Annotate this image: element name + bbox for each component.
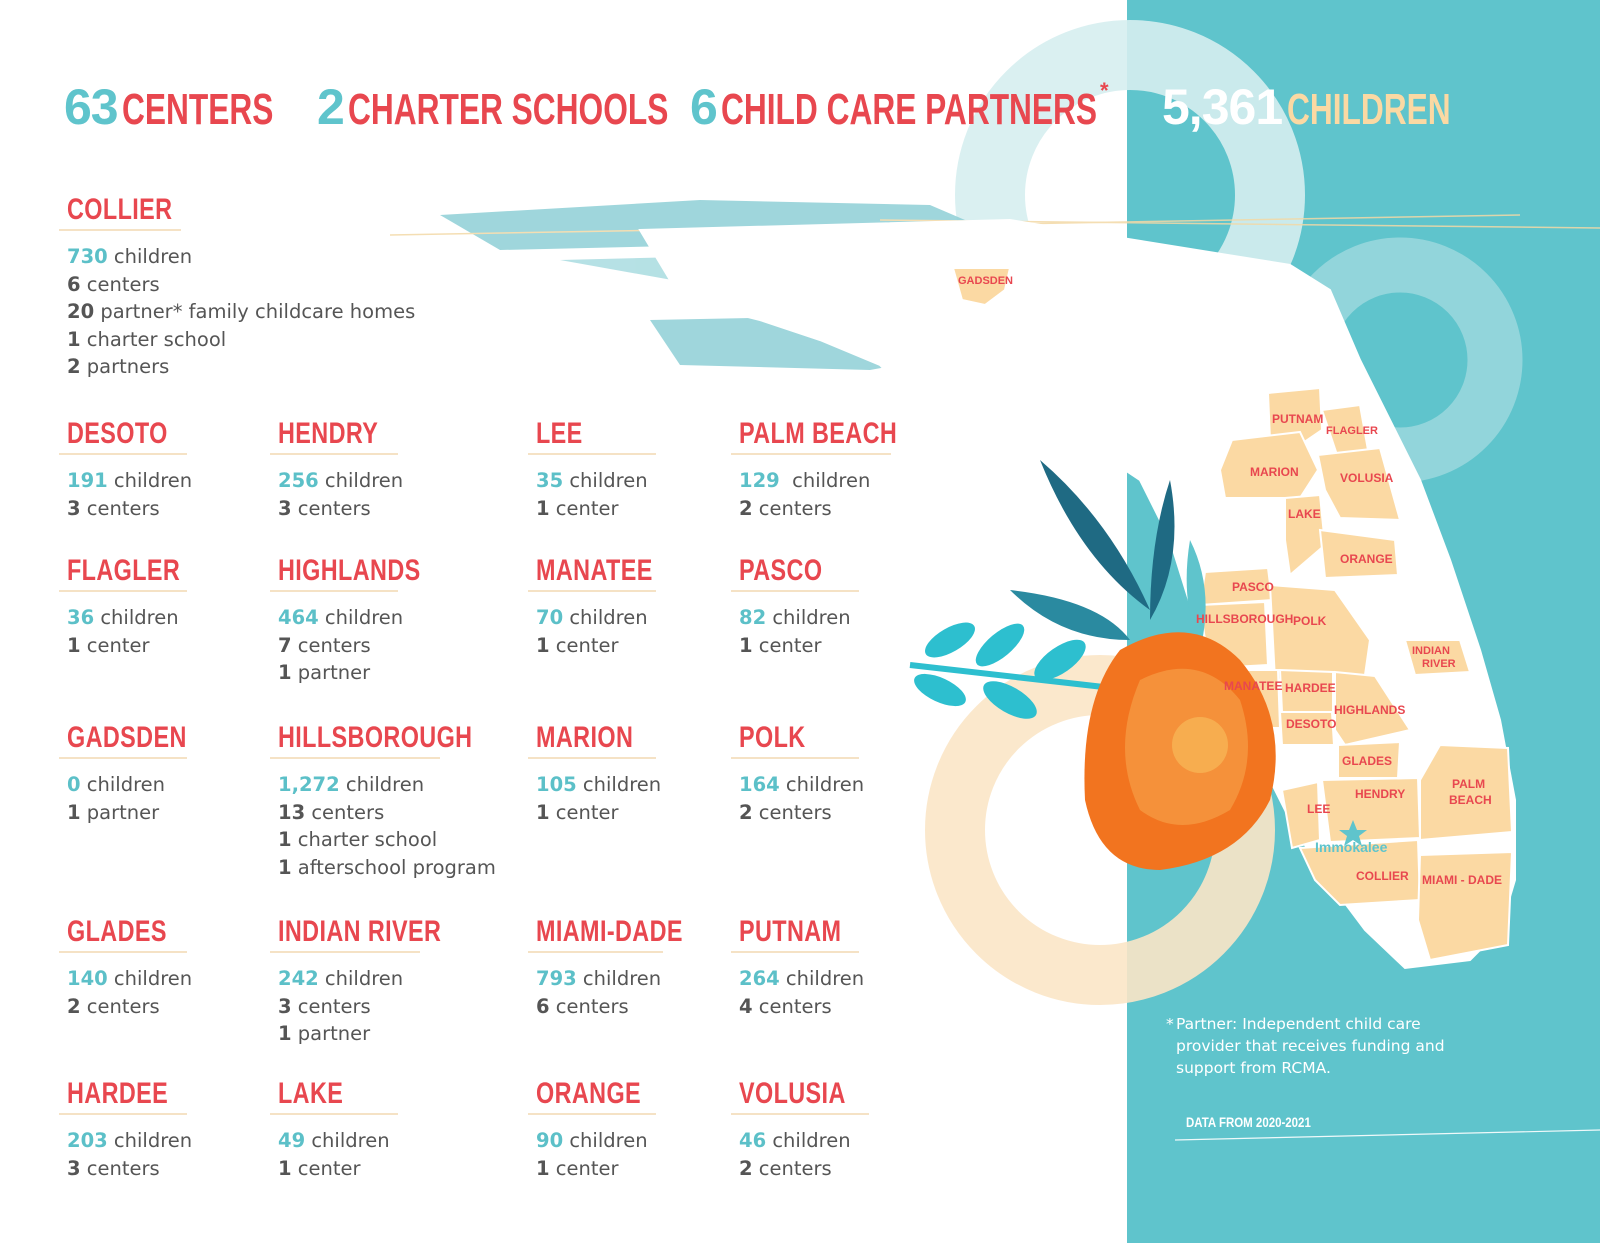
county-stat-text: afterschool program [291,855,496,879]
county-stat-text: children [318,469,404,492]
county-stat-number: 2 [739,800,753,824]
map-label-collier: COLLIER [1356,869,1409,883]
county-stat-number: 82 [739,606,767,629]
county-name: VOLUSIA [739,1077,846,1110]
county-name: POLK [739,721,806,754]
map-label-gadsden: GADSDEN [958,275,1014,287]
county-stat-text: children [107,469,193,492]
county-stat-text: partner [291,661,371,684]
county-name: MANATEE [536,554,653,587]
county-stat-number: 20 [67,300,95,323]
county-stat-text: children [107,1129,193,1152]
county-stat-text: centers [291,633,371,657]
county-stat-text: partner* family childcare homes [94,300,416,323]
county-name: PUTNAM [739,915,842,948]
county-stat-number: 1 [536,1156,550,1180]
county-stat-text: children [779,773,865,796]
map-label-miami-dade: MIAMI - DADE [1422,873,1502,887]
county-stat-number: 191 [67,469,108,492]
partner-footnote [1166,1013,1466,1079]
stat-charter-label: CHARTER SCHOOLS [348,85,669,134]
county-stat-text: children [107,967,193,990]
map-label-hendry: HENDRY [1355,787,1406,801]
county-stat-text: centers [752,994,832,1018]
county-stat-text: centers [291,496,371,520]
county-stat-text: centers [549,994,629,1018]
county-stat-text: children [107,245,193,268]
county-stat-number: 49 [278,1129,306,1152]
county-stat-text: children [576,773,662,796]
county-stat-number: 46 [739,1129,767,1152]
county-stat-number: 1 [278,855,292,879]
county-stat-text: children [779,469,871,492]
county-stat-number: 2 [67,355,81,378]
county-name: FLAGLER [67,554,181,587]
stat-children-number: 5,361 [1162,79,1283,135]
county-stat-text: children [563,469,648,492]
county-name: INDIAN RIVER [278,915,442,948]
footnote-text: Partner: Independent child care provider that receives funding and support from RCMA. [1176,1015,1445,1077]
county-stat-number: 3 [278,994,292,1018]
county-stat-text: children [766,1129,851,1152]
county-name: ORANGE [536,1077,642,1110]
county-stat-number: 6 [67,272,81,296]
county-stat-text: center [549,800,619,824]
stat-charter-number: 2 [317,79,344,135]
county-stat-number: 1 [67,633,81,657]
county-stat-text: centers [752,496,832,520]
county-stat-number: 129 [739,469,780,492]
map-label-indian-river-2: RIVER [1422,658,1456,670]
county-stat-number: 1 [739,633,753,657]
county-stat-text: centers [752,800,832,824]
county-stat-number: 2 [67,994,81,1018]
county-stat-text: children [576,967,662,990]
county-stat-text: centers [752,1156,832,1180]
stat-centers-label: CENTERS [122,85,274,134]
county-stat-number: 1 [67,800,81,824]
county-stat-number: 2 [739,496,753,520]
county-stat-number: 1 [536,496,550,520]
map-label-manatee: MANATEE [1224,679,1283,693]
county-stat-text: centers [80,496,160,520]
county-stat-text: centers [305,800,385,824]
county-stat-text: center [291,1156,361,1180]
county-stat-number: 3 [278,496,292,520]
county-stat-number: 36 [67,606,95,629]
county-stat-number: 1 [278,661,292,684]
map-label-hillsborough: HILLSBOROUGH [1196,612,1294,626]
county-stat-number: 6 [536,994,550,1018]
map-label-marion: MARION [1250,465,1299,479]
county-stat-number: 70 [536,606,564,629]
stat-centers-number: 63 [64,79,118,135]
county-stat-text: centers [80,1156,160,1180]
map-label-orange: ORANGE [1340,552,1393,566]
county-stat-number: 3 [67,1156,81,1180]
map-label-polk: POLK [1293,614,1327,628]
county-stat-text: center [549,633,619,657]
county-stat-number: 4 [739,994,753,1018]
county-stat-number: 1 [278,1022,292,1045]
county-name: LEE [536,417,583,450]
map-label-pasco: PASCO [1232,580,1274,594]
county-stat-text: centers [291,994,371,1018]
map-label-indian-river-1: INDIAN [1412,645,1450,657]
county-stat-text: center [549,496,619,520]
county-stat-number: 242 [278,967,319,990]
stat-partners-label: CHILD CARE PARTNERS [721,85,1098,134]
county-stat-number: 105 [536,773,577,796]
stat-partners-asterisk: * [1100,78,1109,103]
county-stat-text: children [339,773,425,796]
county-stat-number: 264 [739,967,780,990]
county-stat-text: children [779,967,865,990]
map-label-lee: LEE [1307,802,1331,816]
county-stat-number: 0 [67,773,81,796]
county-stat-number: 164 [739,773,780,796]
map-label-highlands: HIGHLANDS [1334,703,1406,717]
county-stat-number: 793 [536,967,577,990]
map-label-palm-beach-1: PALM [1452,777,1486,791]
county-stat-text: children [80,773,166,796]
county-stat-number: 140 [67,967,108,990]
county-stat-text: centers [80,994,160,1018]
county-name: HILLSBOROUGH [278,721,473,754]
county-stat-text: children [563,1129,648,1152]
county-stat-text: charter school [291,828,438,851]
county-name: COLLIER [67,193,173,226]
county-stat-text: children [94,606,179,629]
county-stat-number: 1 [278,1156,292,1180]
county-stat-text: children [318,967,404,990]
county-name: PASCO [739,554,823,587]
map-label-glades: GLADES [1342,754,1393,768]
map-label-flagler: FLAGLER [1326,425,1378,437]
map-label-lake: LAKE [1288,507,1321,521]
map-label-putnam: PUTNAM [1272,412,1324,426]
county-name: HARDEE [67,1077,169,1110]
county-stat-number: 1 [278,828,292,851]
county-stat-number: 90 [536,1129,564,1152]
map-label-immokalee: Immokalee [1315,839,1388,855]
county-stat-text: center [752,633,822,657]
county-stat-number: 256 [278,469,319,492]
county-name: MIAMI-DADE [536,915,683,948]
map-county-miamidade [1418,852,1512,960]
map-label-volusia: VOLUSIA [1340,471,1394,485]
county-stat-number: 1 [536,633,550,657]
county-stat-number: 730 [67,245,108,268]
footnote-asterisk: * [1166,1015,1174,1033]
county-stat-text: partner [291,1022,371,1045]
county-stat-number: 1,272 [278,773,340,796]
county-stat-text: centers [80,272,160,296]
county-stat-text: children [766,606,851,629]
county-name: HENDRY [278,417,379,450]
county-stat-number: 1 [67,327,81,351]
county-stat-text: center [549,1156,619,1180]
county-name: DESOTO [67,417,168,450]
county-stat-text: partner [80,800,160,824]
county-name: GLADES [67,915,167,948]
county-stat-text: children [563,606,648,629]
stat-partners-number: 6 [690,79,717,135]
county-stat-number: 464 [278,606,319,629]
county-name: GADSDEN [67,721,187,754]
map-label-palm-beach-2: BEACH [1449,793,1492,807]
county-stat-number: 2 [739,1156,753,1180]
county-stat-text: children [318,606,404,629]
county-stat-number: 3 [67,496,81,520]
map-label-desoto: DESOTO [1286,717,1337,731]
county-stat-text: children [305,1129,390,1152]
county-stat-text: charter school [80,327,227,351]
county-name: PALM BEACH [739,417,898,450]
map-label-hardee: HARDEE [1285,681,1336,695]
county-stat-number: 13 [278,800,306,824]
county-name: LAKE [278,1077,344,1110]
county-stat-text: center [80,633,150,657]
data-source-note: DATA FROM 2020-2021 [1186,1114,1311,1130]
county-name: MARION [536,721,634,754]
county-stat-number: 1 [536,800,550,824]
county-stat-number: 35 [536,469,564,492]
county-stat-number: 7 [278,633,292,657]
stat-children-label: CHILDREN [1286,85,1451,134]
county-name: HIGHLANDS [278,554,421,587]
county-stat-text: partners [80,355,170,378]
county-stat-number: 203 [67,1129,108,1152]
